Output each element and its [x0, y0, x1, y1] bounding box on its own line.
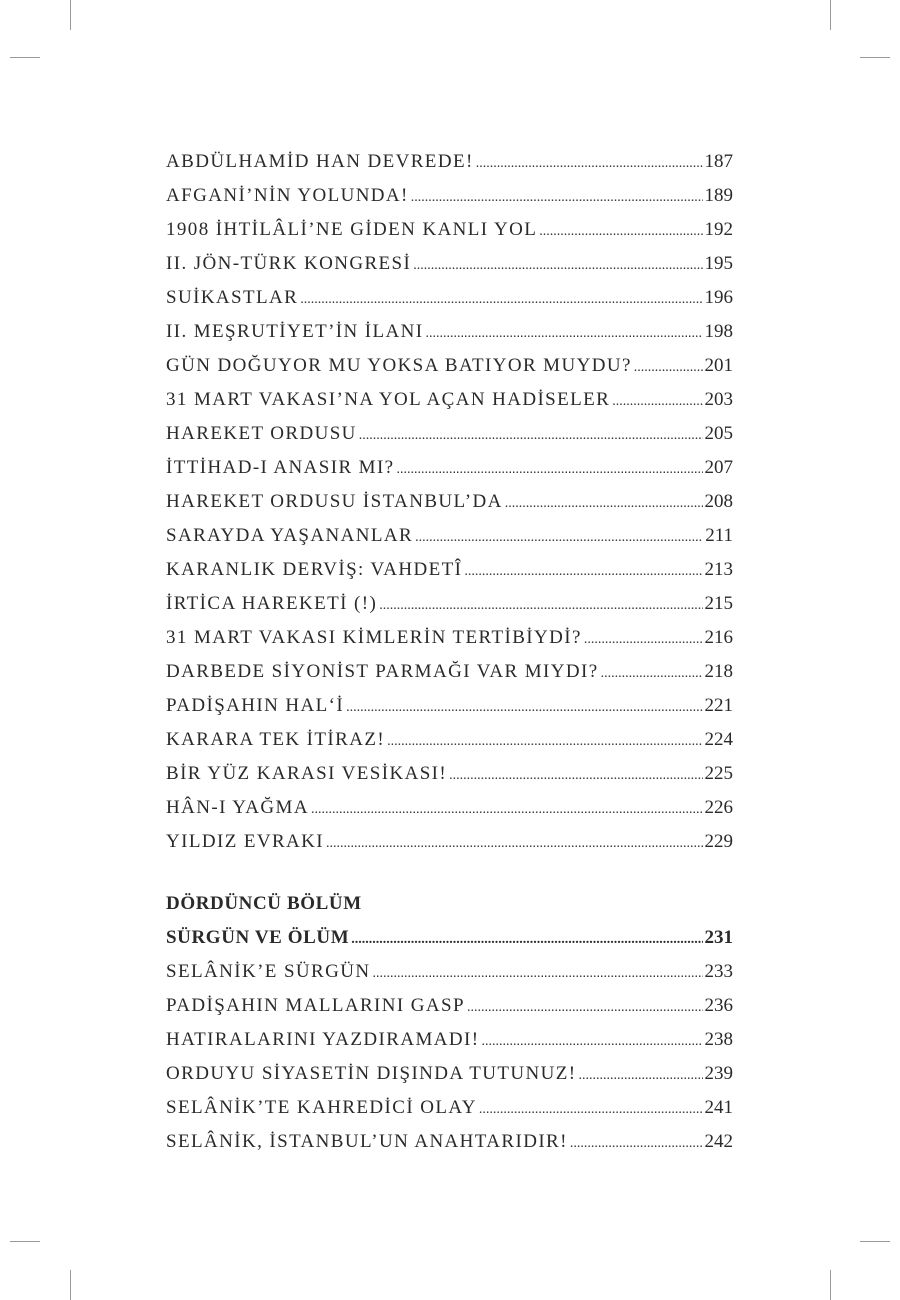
leader-dots [351, 923, 702, 957]
toc-entry-page: 205 [704, 423, 733, 444]
toc-list-part1 [166, 145, 733, 859]
toc-entry[interactable] [166, 247, 733, 281]
toc-entry[interactable] [166, 689, 733, 723]
leader-dots [359, 419, 703, 453]
leader-dots [372, 957, 702, 991]
crop-mark [70, 0, 71, 30]
toc-entry-page: 226 [704, 797, 733, 818]
leader-dots [464, 555, 702, 589]
toc-entry-page: 198 [704, 321, 733, 342]
toc-entry-title: AFGANİ’NİN YOLUNDA! [166, 185, 409, 206]
toc-entry-page: 233 [704, 961, 733, 982]
toc-entry-title: HAREKET ORDUSU [166, 423, 357, 444]
toc-entry[interactable] [166, 587, 733, 621]
toc-entry[interactable] [166, 791, 733, 825]
toc-entry-title: SARAYDA YAŞANANLAR [166, 525, 414, 546]
toc-entry[interactable] [166, 417, 733, 451]
toc-entry-page: 236 [704, 995, 733, 1016]
leader-dots [326, 827, 702, 861]
toc-entry[interactable] [166, 349, 733, 383]
toc-entry-page: 211 [705, 525, 733, 546]
toc-entry-title: HAREKET ORDUSU İSTANBUL’DA [166, 491, 503, 512]
toc-entry-page: 241 [704, 1097, 733, 1118]
leader-dots [476, 147, 703, 181]
toc-entry-page: 221 [704, 695, 733, 716]
leader-dots [415, 521, 703, 555]
crop-mark [10, 57, 40, 58]
crop-mark [860, 1241, 890, 1242]
toc-entry-page: 224 [704, 729, 733, 750]
toc-entry[interactable] [166, 989, 733, 1023]
toc-entry[interactable] [166, 451, 733, 485]
toc-entry[interactable] [166, 1023, 733, 1057]
leader-dots [570, 1127, 703, 1161]
toc-entry-page: 242 [704, 1131, 733, 1152]
toc-entry-page: 238 [704, 1029, 733, 1050]
toc-entry[interactable] [166, 553, 733, 587]
toc-entry[interactable] [166, 723, 733, 757]
toc-entry[interactable] [166, 1057, 733, 1091]
toc-entry-title: 31 MART VAKASI’NA YOL AÇAN HADİSELER [166, 389, 611, 410]
toc-entry-page: 215 [704, 593, 733, 614]
toc-entry[interactable] [166, 179, 733, 213]
toc-entry-page: 218 [704, 661, 733, 682]
toc-entry-title: PADİŞAHIN MALLARINI GASP [166, 995, 465, 1016]
toc-entry-page: 203 [704, 389, 733, 410]
toc-entry-title: SÜRGÜN VE ÖLÜM [166, 927, 350, 948]
toc-entry-title: KARARA TEK İTİRAZ! [166, 729, 386, 750]
toc-list-part2 [166, 955, 733, 1159]
toc-entry[interactable] [166, 1125, 733, 1159]
toc-entry-title: YILDIZ EVRAKI [166, 831, 325, 852]
toc-entry[interactable] [166, 1091, 733, 1125]
toc-entry-title: GÜN DOĞUYOR MU YOKSA BATIYOR MUYDU? [166, 355, 632, 376]
leader-dots [505, 487, 703, 521]
toc-entry-title: İTTİHAD-I ANASIR MI? [166, 457, 395, 478]
toc-entry-title: SELÂNİK’TE KAHREDİCİ OLAY [166, 1097, 477, 1118]
toc-entry-title: DARBEDE SİYONİST PARMAĞI VAR MIYDI? [166, 661, 599, 682]
toc-entry-page: 239 [704, 1063, 733, 1084]
toc-entry-page: 196 [704, 287, 733, 308]
leader-dots [387, 725, 702, 759]
crop-mark [70, 1270, 71, 1300]
leader-dots [579, 1059, 703, 1093]
toc-entry-page: 201 [704, 355, 733, 376]
toc-entry-page: 195 [704, 253, 733, 274]
leader-dots [300, 283, 702, 317]
toc-entry-page: 207 [704, 457, 733, 478]
toc-entry[interactable] [166, 315, 733, 349]
toc-entry-page: 231 [704, 927, 733, 948]
toc-entry-title: SUİKASTLAR [166, 287, 299, 308]
leader-dots [467, 991, 703, 1025]
leader-dots [584, 623, 703, 657]
toc-entry-page: 229 [704, 831, 733, 852]
toc-entry[interactable] [166, 213, 733, 247]
toc-entry-title: II. MEŞRUTİYET’İN İLANI [166, 321, 424, 342]
toc-entry-title: HATIRALARINI YAZDIRAMADI! [166, 1029, 480, 1050]
leader-dots [426, 317, 703, 351]
toc-entry-page: 213 [704, 559, 733, 580]
toc-entry-page: 192 [704, 219, 733, 240]
toc-entry[interactable] [166, 655, 733, 689]
toc-entry-title: ABDÜLHAMİD HAN DEVREDE! [166, 151, 474, 172]
toc-entry-page: 225 [704, 763, 733, 784]
toc-entry[interactable] [166, 621, 733, 655]
crop-mark [830, 0, 831, 30]
leader-dots [481, 1025, 702, 1059]
toc-entry-title: SELÂNİK’E SÜRGÜN [166, 961, 371, 982]
leader-dots [397, 453, 703, 487]
toc-entry-title: BİR YÜZ KARASI VESİKASI! [166, 763, 448, 784]
toc-entry[interactable] [166, 383, 733, 417]
toc-entry-page: 189 [704, 185, 733, 206]
toc-entry[interactable] [166, 825, 733, 859]
crop-mark [830, 1270, 831, 1300]
toc-entry-page: 216 [704, 627, 733, 648]
leader-dots [479, 1093, 703, 1127]
leader-dots [346, 691, 702, 725]
toc-entry-title: İRTİCA HAREKETİ (!) [166, 593, 378, 614]
leader-dots [634, 351, 703, 385]
leader-dots [539, 215, 702, 249]
toc-entry-title: SELÂNİK, İSTANBUL’UN ANAHTARIDIR! [166, 1131, 568, 1152]
toc-entry[interactable] [166, 955, 733, 989]
toc-entry-title: II. JÖN-TÜRK KONGRESİ [166, 253, 412, 274]
table-of-contents [166, 145, 733, 1159]
toc-entry-title: KARANLIK DERVİŞ: VAHDETÎ [166, 559, 463, 580]
toc-entry-title: 31 MART VAKASI KİMLERİN TERTİBİYDİ? [166, 627, 582, 648]
toc-entry-main[interactable] [166, 921, 733, 955]
toc-entry-title: ORDUYU SİYASETİN DIŞINDA TUTUNUZ! [166, 1063, 577, 1084]
leader-dots [411, 181, 703, 215]
leader-dots [449, 759, 702, 793]
leader-dots [413, 249, 702, 283]
toc-entry-page: 187 [704, 151, 733, 172]
leader-dots [601, 657, 703, 691]
toc-entry[interactable] [166, 145, 733, 179]
toc-entry-page: 208 [704, 491, 733, 512]
toc-entry[interactable] [166, 519, 733, 553]
leader-dots [311, 793, 703, 827]
leader-dots [612, 385, 702, 419]
toc-entry[interactable] [166, 281, 733, 315]
toc-entry-title: HÂN-I YAĞMA [166, 797, 309, 818]
toc-entry[interactable] [166, 757, 733, 791]
crop-mark [860, 57, 890, 58]
crop-mark [10, 1241, 40, 1242]
section-heading: DÖRDÜNCÜ BÖLÜM [166, 893, 362, 914]
toc-entry[interactable] [166, 485, 733, 519]
leader-dots [379, 589, 702, 623]
toc-entry-title: PADİŞAHIN HAL‘İ [166, 695, 345, 716]
toc-entry-title: 1908 İHTİLÂLİ’NE GİDEN KANLI YOL [166, 219, 538, 240]
